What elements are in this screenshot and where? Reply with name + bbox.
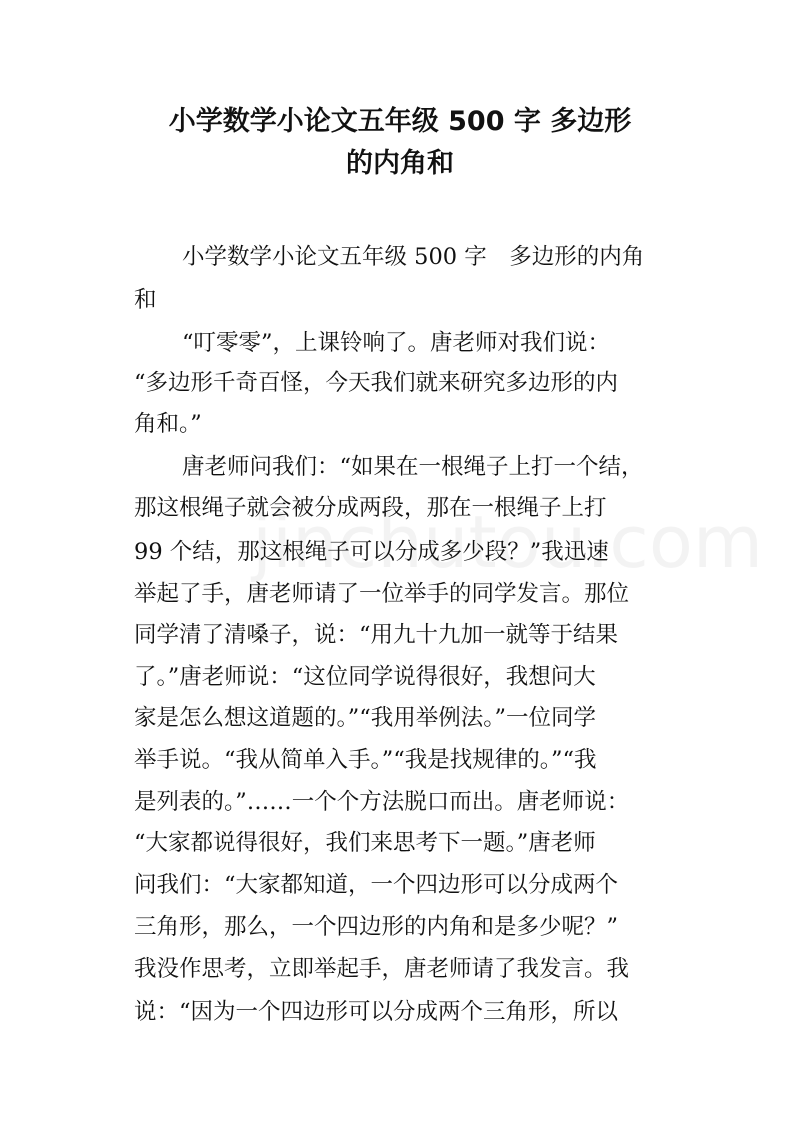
body-line: “大家都说得很好，我们来思考下一题。”唐老师 [134, 830, 596, 856]
body-line: 了。”唐老师说：“这位同学说得很好，我想问大 [134, 664, 596, 690]
body-line: 是列表的。”……一个个方法脱口而出。唐老师说： [134, 789, 630, 815]
body-line: “多边形千奇百怪，今天我们就来研究多边形的内 [134, 370, 619, 396]
body-line: 家是怎么想这道题的。”“我用举例法。”一位同学 [134, 705, 597, 731]
body-line: 同学清了清嗓子，说：“用九十九加一就等于结果 [134, 622, 619, 648]
body-line: 举起了手，唐老师请了一位举手的同学发言。那位 [134, 581, 630, 607]
body-line: “叮零零”，上课铃响了。唐老师对我们说： [182, 330, 611, 356]
body-line: 和 [134, 287, 157, 313]
body-line: 那这根绳子就会被分成两段，那在一根绳子上打 [134, 495, 607, 521]
body-line: 我没作思考，立即举起手，唐老师请了我发言。我 [134, 956, 630, 982]
body-line: 角和。” [134, 411, 202, 437]
body-line: 说：“因为一个四边形可以分成两个三角形，所以 [134, 999, 619, 1025]
body-line: 三角形，那么，一个四边形的内角和是多少呢？” [134, 914, 619, 940]
body-line: 99 个结，那这根绳子可以分成多少段？”我迅速 [134, 539, 609, 565]
body-line: 唐老师问我们：“如果在一根绳子上打一个结， [182, 454, 644, 480]
body-line: 举手说。“我从简单入手。”“我是找规律的。”“我 [134, 747, 597, 773]
body-line: 问我们：“大家都知道，一个四边形可以分成两个 [134, 872, 619, 898]
document-title-line-1: 小学数学小论文五年级 500 字 多边形 [168, 106, 632, 137]
body-line: 小学数学小论文五年级 500 字 多边形的内角 [182, 244, 645, 270]
document-title-line-2: 的内角和 [346, 148, 454, 179]
